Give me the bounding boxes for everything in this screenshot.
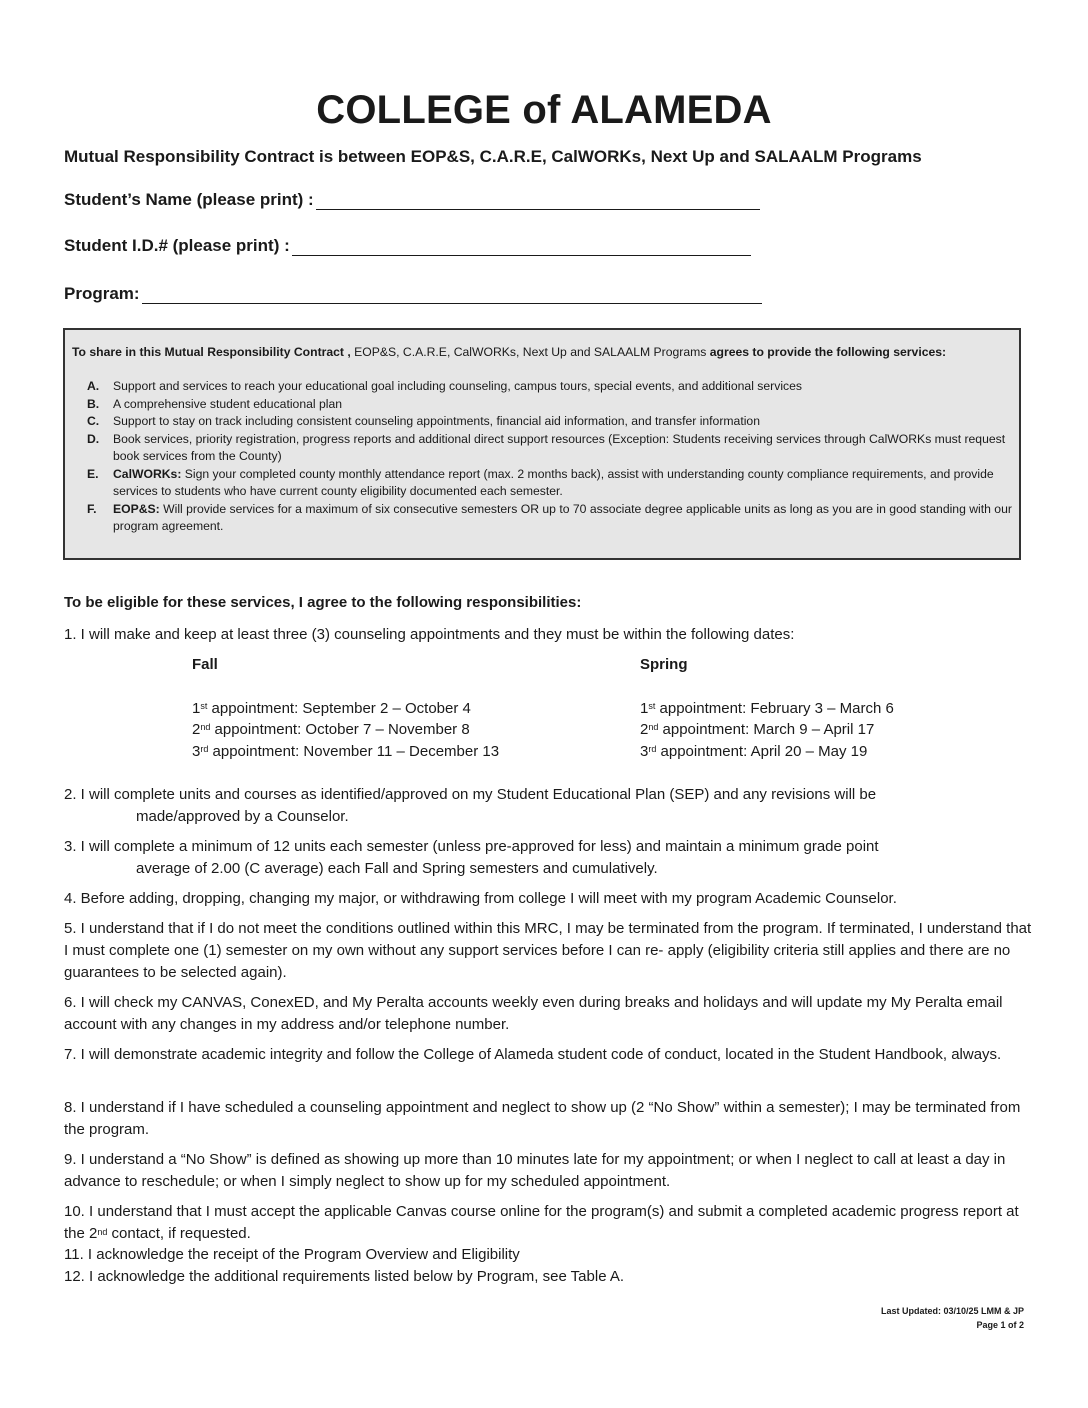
student-name-line[interactable] xyxy=(316,191,760,210)
spring-appointment-2: 2nd appointment: March 9 – April 17 xyxy=(640,721,875,738)
responsibility-9: 9. I understand a “No Show” is defined as showing up more than 10 minutes late for my appointment; or when I neglect to call at least a day in advance to reschedule; or when I simply neglect to show up for my scheduled appointment. xyxy=(64,1151,1006,1190)
service-text: Support and services to reach your educational goal including counseling, campus tours, special events, and additional services xyxy=(113,379,802,393)
responsibility-8: 8. I understand if I have scheduled a counseling appointment and neglect to show up (2 “No Show” within a semester); I may be terminated from the program. xyxy=(64,1099,1021,1138)
service-letter: B. xyxy=(87,396,100,411)
program-field xyxy=(64,284,762,304)
responsibilities-heading: To be eligible for these services, I agree to the following responsibilities: xyxy=(64,594,582,611)
responsibility-2-line-1: 2. I will complete units and courses as identified/approved on my Student Educational Plan (SEP) and any revisions will be xyxy=(64,786,877,803)
responsibility-6: 6. I will check my CANVAS, ConexED, and My Peralta accounts weekly even during breaks and holidays and will update my My Peralta email account with any changes in my address and/or telephone number. xyxy=(64,994,1003,1033)
responsibility-7: 7. I will demonstrate academic integrity and follow the College of Alameda student code of conduct, located in the Student Handbook, always. xyxy=(64,1046,1002,1063)
service-text: A comprehensive student educational plan xyxy=(113,396,343,411)
services-box xyxy=(63,328,1021,560)
service-letter: E. xyxy=(87,466,99,481)
responsibility-1: 1. I will make and keep at least three (3) counseling appointments and they must be within the following dates: xyxy=(64,626,795,643)
service-item-b xyxy=(87,396,1017,414)
fall-schedule xyxy=(192,654,499,762)
responsibility-2 xyxy=(64,784,1034,828)
spring-schedule xyxy=(640,654,894,762)
service-prefix-eops: EOP&S: xyxy=(113,501,160,516)
fall-appointment-1: 1st appointment: September 2 – October 4 xyxy=(192,699,471,717)
service-text-body: Sign your completed county monthly attendance report (max. 2 months back), assist with understanding county compliance requirements, and provide services to students who have current county eligibility documented each semester. xyxy=(113,466,994,498)
service-item-e xyxy=(87,466,1017,501)
student-name-field xyxy=(64,190,760,210)
service-letter: A. xyxy=(87,379,100,393)
service-text xyxy=(113,501,1017,536)
services-list xyxy=(87,378,1017,536)
document-subtitle: Mutual Responsibility Contract is between EOP&S, C.A.R.E, CalWORKs, Next Up and SALAALM Programs xyxy=(64,147,922,166)
program-label: Program: xyxy=(64,284,140,303)
student-id-line[interactable] xyxy=(292,237,751,256)
services-intro-bold-2: agrees to provide the following services: xyxy=(709,345,947,359)
responsibility-3 xyxy=(64,836,1034,880)
program-line[interactable] xyxy=(142,285,762,304)
service-item-f xyxy=(87,501,1017,536)
responsibility-11: 11. I acknowledge the receipt of the Program Overview and Eligibility xyxy=(64,1246,520,1263)
spring-appointment-1: 1st appointment: February 3 – March 6 xyxy=(640,699,894,717)
student-id-field xyxy=(64,236,751,256)
responsibility-5: 5. I understand that if I do not meet the conditions outlined within this MRC, I may be terminated from the program. If terminated, I understand that I must complete one (1) semester on my own without any support services before I can re- apply (eligibility criteria still applies and there are no guarantees to be selected again). xyxy=(64,920,1032,981)
service-letter: F. xyxy=(87,501,97,516)
fall-label: Fall xyxy=(192,656,218,673)
service-item-a xyxy=(87,378,1017,396)
services-intro xyxy=(72,345,946,359)
student-id-label: Student I.D.# (please print) : xyxy=(64,236,290,255)
service-letter: C. xyxy=(87,414,100,428)
spring-appointment-3: 3rd appointment: April 20 – May 19 xyxy=(640,742,868,760)
page-number: Page 1 of 2 xyxy=(976,1320,1024,1330)
responsibility-10: 10. I understand that I must accept the applicable Canvas course online for the program(s) and submit a completed academic progress report at the 2nd contact, if requested. xyxy=(64,1203,1019,1242)
service-text: Support to stay on track including consistent counseling appointments, financial aid information, and transfer information xyxy=(113,414,760,428)
spring-label: Spring xyxy=(640,656,688,673)
fall-appointment-2: 2nd appointment: October 7 – November 8 xyxy=(192,721,470,738)
responsibility-3-line-1: 3. I will complete a minimum of 12 units each semester (unless pre-approved for less) and maintain a minimum grade point xyxy=(64,838,879,855)
service-text: Book services, priority registration, progress reports and additional direct support resources (Exception: Students receiving services through CalWORKs must request book services from the County) xyxy=(113,431,1006,463)
service-item-c xyxy=(87,413,1017,431)
services-intro-regular: EOP&S, C.A.R.E, CalWORKs, Next Up and SALAALM Programs xyxy=(350,345,710,359)
responsibility-3-line-2: average of 2.00 (C average) each Fall and Spring semesters and cumulatively. xyxy=(136,860,658,877)
services-intro-bold-1: To share in this Mutual Responsibility Contract , xyxy=(72,345,351,359)
fall-appointment-3: 3rd appointment: November 11 – December 13 xyxy=(192,742,500,760)
student-name-label: Student’s Name (please print) : xyxy=(64,190,314,209)
service-letter: D. xyxy=(87,431,100,446)
last-updated: Last Updated: 03/10/25 LMM & JP xyxy=(880,1306,1024,1316)
service-item-d xyxy=(87,431,1017,466)
service-prefix-calworks: CalWORKs: xyxy=(113,466,182,481)
service-text xyxy=(113,466,1017,501)
responsibility-4: 4. Before adding, dropping, changing my major, or withdrawing from college I will meet with my program Academic Counselor. xyxy=(64,890,897,907)
document-title: COLLEGE of ALAMEDA xyxy=(316,88,772,132)
responsibility-12: 12. I acknowledge the additional requirements listed below by Program, see Table A. xyxy=(64,1268,625,1285)
responsibility-2-line-2: made/approved by a Counselor. xyxy=(136,808,349,825)
service-text-body: Will provide services for a maximum of six consecutive semesters OR up to 70 associate degree applicable units as long as you are in good standing with our program agreement. xyxy=(113,501,1012,533)
